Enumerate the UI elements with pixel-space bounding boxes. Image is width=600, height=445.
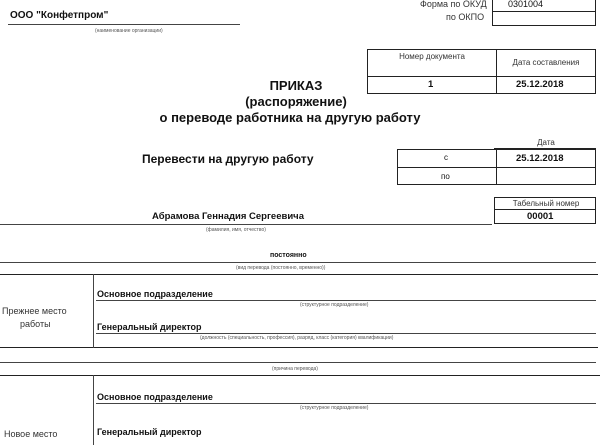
previous-position-underline xyxy=(96,333,596,334)
tab-number-value: 00001 xyxy=(527,211,554,222)
okud-code: 0301004 xyxy=(508,0,544,9)
new-department: Основное подразделение xyxy=(97,392,213,402)
from-label: с xyxy=(444,153,448,162)
employee-name: Абрамова Геннадия Сергеевича xyxy=(152,211,304,222)
new-position: Генеральный директор xyxy=(97,427,202,437)
new-department-underline xyxy=(96,403,596,404)
doc-number-value: 1 xyxy=(428,79,434,90)
doc-date-value: 25.12.2018 xyxy=(516,79,564,90)
order-subtitle: (распоряжение) xyxy=(245,94,347,109)
previous-label-line2: работы xyxy=(20,319,51,329)
transfer-type-caption: (вид перевода (постоянно, временно)) xyxy=(236,265,326,271)
transfer-date-header: Дата xyxy=(537,138,555,147)
organization-underline xyxy=(8,24,240,25)
employee-caption: (фамилия, имя, отчество) xyxy=(206,227,266,233)
to-label: по xyxy=(441,172,450,181)
doc-number-header: Номер документа xyxy=(399,52,465,61)
organization-caption: (наименование организации) xyxy=(95,28,163,34)
transfer-title: Перевести на другую работу xyxy=(142,152,314,166)
new-place-top-border xyxy=(0,375,600,376)
transfer-type: постоянно xyxy=(270,252,307,259)
previous-label-line1: Прежнее место xyxy=(2,306,67,316)
new-place-label: Новое место xyxy=(4,429,58,439)
previous-department: Основное подразделение xyxy=(97,289,213,299)
order-heading: о переводе работника на другую работу xyxy=(159,110,421,125)
tab-number-header: Табельный номер xyxy=(512,199,580,208)
previous-position-caption: (должность (специальность, профессия), разряд, класс (категория) квалификации) xyxy=(200,335,394,341)
transfer-date-table xyxy=(397,149,596,185)
previous-position: Генеральный директор xyxy=(97,322,202,332)
new-place-divider xyxy=(93,375,94,445)
doc-date-header: Дата составления xyxy=(512,58,580,67)
organization-name: ООО "Конфетпром" xyxy=(10,10,109,21)
employee-underline xyxy=(0,224,492,225)
reason-caption: (причина перевода) xyxy=(272,366,318,372)
transfer-type-underline xyxy=(0,262,596,263)
previous-department-underline xyxy=(96,300,596,301)
new-department-caption: (структурное подразделение) xyxy=(300,405,369,411)
okud-label: Форма по ОКУД xyxy=(420,0,487,9)
from-date: 25.12.2018 xyxy=(516,153,564,164)
reason-underline xyxy=(0,362,596,363)
order-title: ПРИКАЗ xyxy=(269,78,323,93)
okpo-label: по ОКПО xyxy=(446,12,485,22)
previous-department-caption: (структурное подразделение) xyxy=(300,302,369,308)
previous-divider xyxy=(93,274,94,348)
